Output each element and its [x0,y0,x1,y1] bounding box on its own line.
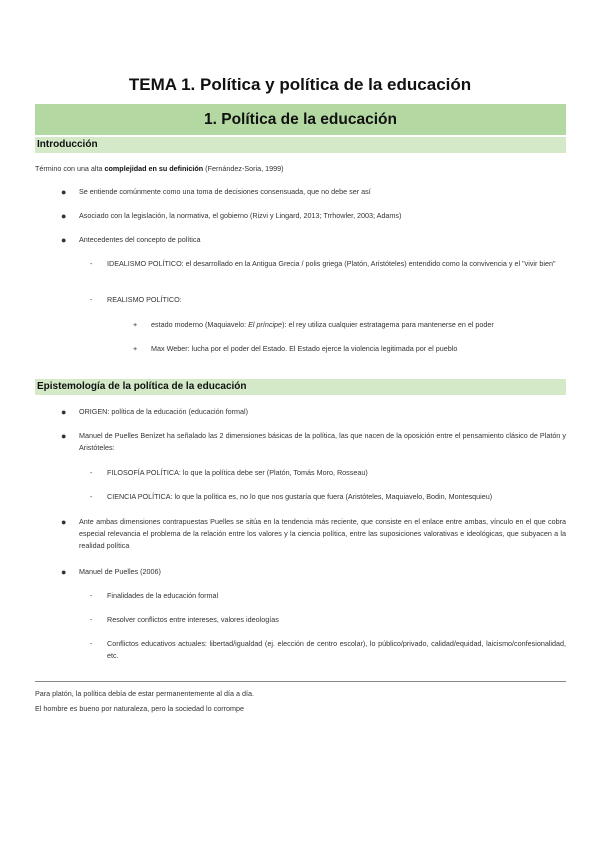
bullet-icon: ● [61,407,67,417]
dash-icon: - [90,492,93,501]
plus-icon: + [133,344,138,353]
puelles-item-1: Finalidades de la educación formal [107,591,219,600]
intro-lead [35,163,566,175]
puelles-item-2: Resolver conflictos entre intereses, valores ideologías [107,615,279,624]
realismo-item: REALISMO POLÍTICO: [107,295,182,304]
intro-bullet-2: Asociado con la legislación, la normativa, el gobierno (Rizvi y Lingard, 2013; Trrhowler, 2003; Adams) [79,211,402,220]
intro-bullet-1: Se entiende comúnmente como una toma de decisiones consensuada, que no debe ser así [79,187,371,196]
intro-lead-suffix: (Fernández-Soria, 1999) [203,164,284,173]
note-1: Para platón, la política debía de estar permanentemente al día a día. [35,689,254,698]
intro-heading: Introducción [35,137,566,153]
dash-icon: - [90,639,93,648]
bullet-icon: ● [61,567,67,577]
dash-icon: - [90,591,93,600]
bullet-icon: ● [61,517,67,527]
epist-bullet-4: Manuel de Puelles (2006) [79,567,161,576]
plus-icon: + [133,320,138,329]
divider [35,681,566,682]
dash-icon: - [90,295,93,304]
intro-lead-bold: complejidad en su definición [104,164,204,173]
ciencia-politica: CIENCIA POLÍTICA: lo que la política es, no lo que nos gustaría que fuera (Aristóteles, Maquiavelo, Bodin, Montesquieu) [107,492,493,501]
epist-bullet-1: ORIGEN: política de la educación (educación formal) [79,407,248,416]
realismo-sub-1-prefix: estado moderno (Maquiavelo: [151,320,249,329]
idealismo-item: IDEALISMO POLÍTICO: el desarrollado en la Antigua Grecia / polis griega (Platón, Aristóteles) entendido como la convivencia y el "vivir bien" [107,259,556,268]
epist-bullet-3: Ante ambas dimensiones contrapuestas Puelles se sitúa en la tendencia más reciente, que consiste en el enlace entre ambas, vínculo en el que cobra especial relevancia el problema de la relación entre los valores y la ciencia política, entre las suposiciones valorativas e ideológicas, que subyacen a la realidad política [79,517,566,550]
epistemologia-heading: Epistemología de la política de la educación [35,379,566,395]
realismo-sub-1-suffix: ): el rey utiliza cualquier estratagema para mantenerse en el poder [282,320,494,329]
realismo-sub-1-italic: El príncipe [248,320,283,329]
intro-lead-prefix: Término con una alta [35,164,105,173]
realismo-sub-2: Max Weber: lucha por el poder del Estado. El Estado ejerce la violencia legitimada por el pueblo [151,344,458,353]
bullet-icon: ● [61,235,67,245]
filosofia-politica: FILOSOFÍA POLÍTICA: lo que la política debe ser (Platón, Tomás Moro, Rosseau) [107,468,368,477]
dash-icon: - [90,468,93,477]
puelles-item-3: Conflictos educativos actuales: libertad/igualdad (ej. elección de centro escolar), lo público/privado, calidad/equidad, laicismo/confesionalidad, etc. [107,639,566,660]
dash-icon: - [90,615,93,624]
note-2: El hombre es bueno por naturaleza, pero la sociedad lo corrompe [35,704,244,713]
dash-icon: - [90,259,93,268]
bullet-icon: ● [61,187,67,197]
section-heading: 1. Política de la educación [35,104,566,135]
realismo-sub-1 [151,319,566,331]
bullet-icon: ● [61,211,67,221]
bullet-icon: ● [61,431,67,441]
intro-bullet-3: Antecedentes del concepto de política [79,235,201,244]
epist-bullet-2: Manuel de Puelles Benízet ha señalado las 2 dimensiones básicas de la política, las que nacen de la oposición entre el pensamiento clásico de Platón y Aristóteles: [79,431,566,452]
document-title: TEMA 1. Política y política de la educación [128,75,472,94]
